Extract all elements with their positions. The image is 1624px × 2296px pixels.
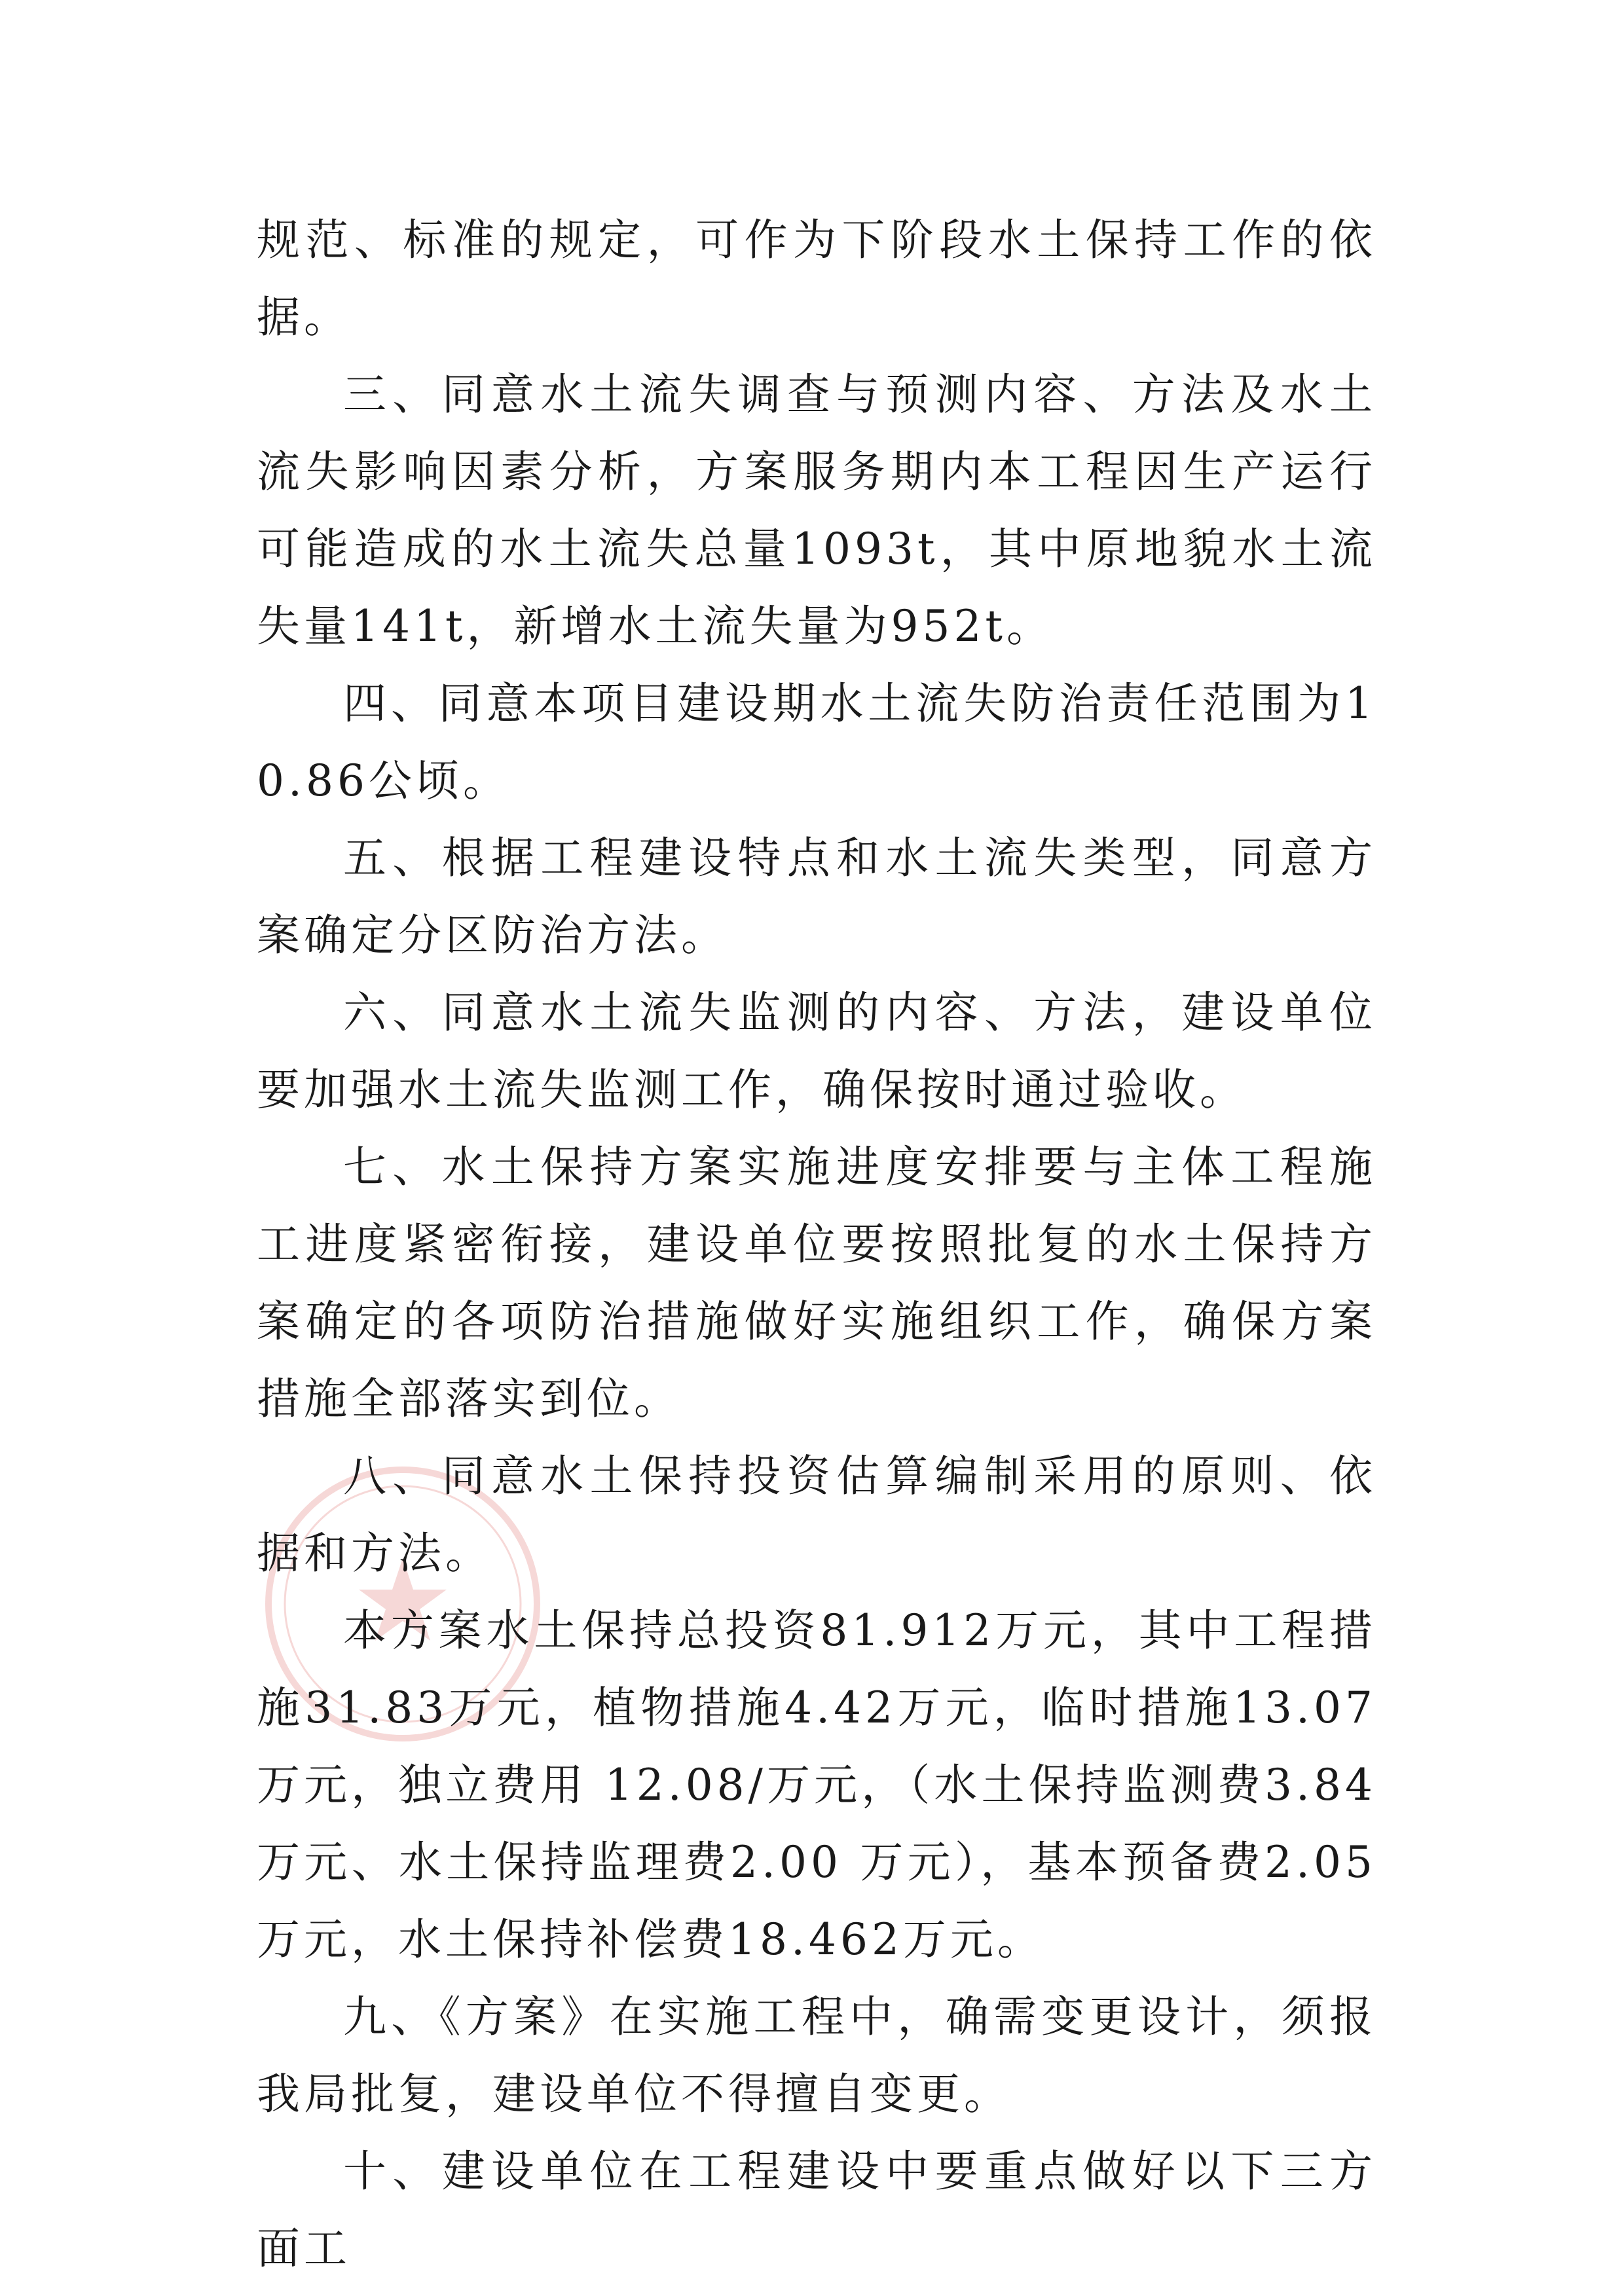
paragraph-item-4: 四、同意本项目建设期水土流失防治责任范围为10.86公顷。 [257, 678, 1376, 806]
paragraph-item-9: 九、《方案》在实施工程中，确需变更设计，须报我局批复，建设单位不得擅自变更。 [257, 1992, 1376, 2119]
paragraph-item-5: 五、根据工程建设特点和水土流失类型，同意方案确定分区防治方法。 [257, 833, 1376, 960]
paragraph-item-6: 六、同意水土流失监测的内容、方法，建设单位要加强水土流失监测工作，确保按时通过验收。 [257, 987, 1376, 1115]
paragraph-item-3: 三、同意水土流失调查与预测内容、方法及水土流失影响因素分析，方案服务期内本工程因生产运行可能造成的水土流失总量1093t，其中原地貌水土流失量141t，新增水土流失量为952t。 [257, 369, 1376, 651]
paragraph-continuation: 规范、标准的规定，可作为下阶段水土保持工作的依据。 [257, 215, 1376, 342]
paragraph-item-8: 八、同意水土保持投资估算编制采用的原则、依据和方法。 [257, 1451, 1376, 1578]
paragraph-item-7: 七、水土保持方案实施进度安排要与主体工程施工进度紧密衔接，建设单位要按照批复的水土保持方案确定的各项防治措施做好实施组织工作，确保方案措施全部落实到位。 [257, 1142, 1376, 1424]
paragraph-item-10: 十、建设单位在工程建设中要重点做好以下三方面工 [257, 2146, 1376, 2274]
paragraph-investment: 本方案水土保持总投资81.912万元，其中工程措施31.83万元，植物措施4.42万元，临时措施13.07万元，独立费用 12.08/万元，（水土保持监测费3.84万元、水土保持监理费2.00 万元），基本预备费2.05万元，水土保持补偿费18.462万元。 [257, 1605, 1376, 1965]
document-body [257, 202, 1376, 2287]
